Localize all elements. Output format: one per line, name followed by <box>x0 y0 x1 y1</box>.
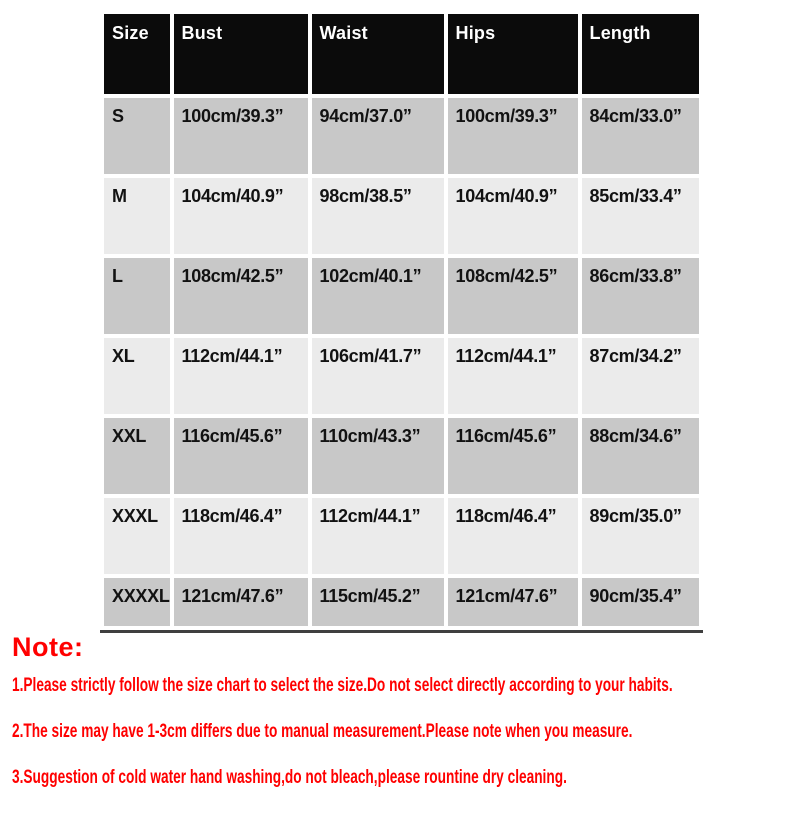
cell-size: S <box>104 98 170 174</box>
cell-size: M <box>104 178 170 254</box>
column-header-length: Length <box>582 14 699 94</box>
column-header-bust: Bust <box>174 14 308 94</box>
cell-size: XXL <box>104 418 170 494</box>
note-item-1: 1.Please strictly follow the size chart to select the size.Do not select directly according to your habits. <box>12 675 673 696</box>
cell-hips: 121cm/47.6” <box>448 578 578 626</box>
size-chart-table <box>100 10 703 633</box>
table-row-xxxxl <box>104 578 699 626</box>
cell-length: 89cm/35.0” <box>582 498 699 574</box>
column-header-waist: Waist <box>312 14 444 94</box>
cell-bust: 116cm/45.6” <box>174 418 308 494</box>
cell-bust: 112cm/44.1” <box>174 338 308 414</box>
cell-waist: 115cm/45.2” <box>312 578 444 626</box>
table-row-s <box>104 98 699 174</box>
cell-size: XL <box>104 338 170 414</box>
note-title: Note: <box>12 632 84 662</box>
cell-length: 88cm/34.6” <box>582 418 699 494</box>
cell-waist: 106cm/41.7” <box>312 338 444 414</box>
cell-hips: 104cm/40.9” <box>448 178 578 254</box>
cell-waist: 98cm/38.5” <box>312 178 444 254</box>
cell-hips: 100cm/39.3” <box>448 98 578 174</box>
cell-length: 84cm/33.0” <box>582 98 699 174</box>
cell-bust: 104cm/40.9” <box>174 178 308 254</box>
cell-length: 85cm/33.4” <box>582 178 699 254</box>
cell-waist: 110cm/43.3” <box>312 418 444 494</box>
column-header-hips: Hips <box>448 14 578 94</box>
cell-length: 90cm/35.4” <box>582 578 699 626</box>
cell-bust: 118cm/46.4” <box>174 498 308 574</box>
note-item-2: 2.The size may have 1-3cm differs due to manual measurement.Please note when you measure. <box>12 721 633 742</box>
cell-bust: 121cm/47.6” <box>174 578 308 626</box>
cell-length: 87cm/34.2” <box>582 338 699 414</box>
cell-bust: 100cm/39.3” <box>174 98 308 174</box>
note-item-3: 3.Suggestion of cold water hand washing,do not bleach,please rountine dry cleaning. <box>12 767 567 788</box>
table-row-xxl <box>104 418 699 494</box>
cell-waist: 94cm/37.0” <box>312 98 444 174</box>
table-row-m <box>104 178 699 254</box>
table-row-l <box>104 258 699 334</box>
cell-hips: 118cm/46.4” <box>448 498 578 574</box>
cell-waist: 112cm/44.1” <box>312 498 444 574</box>
cell-hips: 116cm/45.6” <box>448 418 578 494</box>
cell-size: XXXXL <box>104 578 170 626</box>
table-row-xxxl <box>104 498 699 574</box>
cell-size: XXXL <box>104 498 170 574</box>
table-row-xl <box>104 338 699 414</box>
cell-length: 86cm/33.8” <box>582 258 699 334</box>
note-section <box>12 633 792 814</box>
note-items <box>12 676 792 814</box>
cell-waist: 102cm/40.1” <box>312 258 444 334</box>
cell-hips: 112cm/44.1” <box>448 338 578 414</box>
cell-bust: 108cm/42.5” <box>174 258 308 334</box>
cell-size: L <box>104 258 170 334</box>
cell-hips: 108cm/42.5” <box>448 258 578 334</box>
column-header-size: Size <box>104 14 170 94</box>
table-header-row <box>104 14 699 94</box>
